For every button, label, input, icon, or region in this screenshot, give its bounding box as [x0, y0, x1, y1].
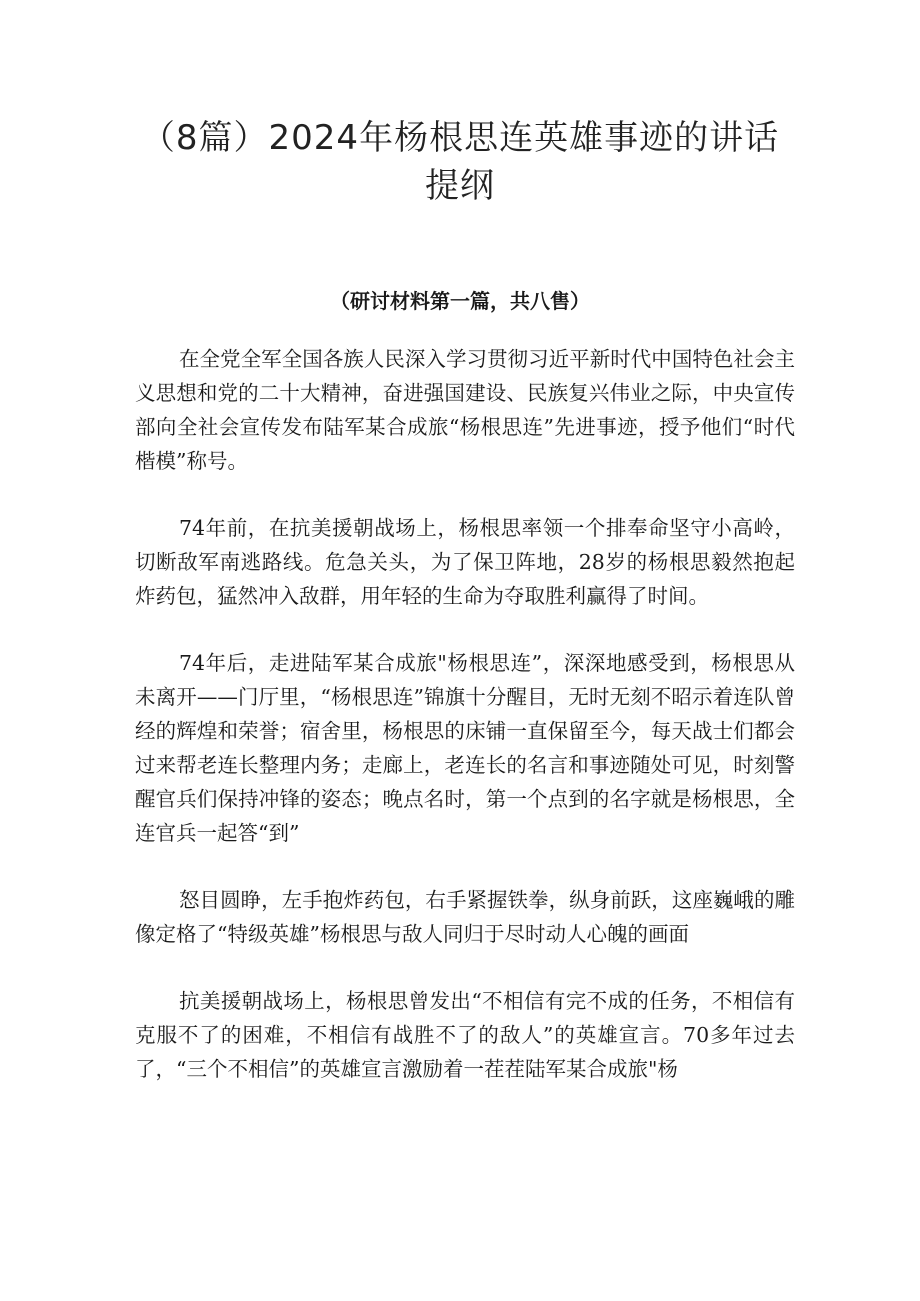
document-title: （8篇）2024年杨根思连英雄事迹的讲话提纲: [140, 118, 780, 206]
document-subtitle: （研讨材料第一篇，共八售）: [330, 289, 590, 313]
paragraph: 在全党全军全国各族人民深入学习贯彻习近平新时代中国特色社会主义思想和党的二十大精神，奋进强国建设、民族复兴伟业之际，中央宣传部向全社会宣传发布陆军某合成旅“杨根思连”先进事迹，授予他们“时代楷模”称号。: [135, 347, 795, 473]
paragraph: 74年后，走进陆军某合成旅"杨根思连”，深深地感受到，杨根思从未离开——门厅里，“杨根思连”锦旗十分醒目，无时无刻不昭示着连队曾经的辉煌和荣誉；宿舍里，杨根思的床铺一直保留至今，每天战士们都会过来帮老连长整理内务；走廊上，老连长的名言和事迹随处可见，时刻警醒官兵们保持冲锋的姿态；晚点名时，第一个点到的名字就是杨根思，全连官兵一起答“到”: [135, 651, 795, 845]
paragraph: 抗美援朝战场上，杨根思曾发出“不相信有完不成的任务，不相信有克服不了的困难，不相信有战胜不了的敌人”的英雄宣言。70多年过去了，“三个不相信”的英雄宣言激励着一茬茬陆军某合成旅"杨: [135, 989, 795, 1081]
document-body: [135, 342, 795, 1119]
paragraph: 74年前，在抗美援朝战场上，杨根思率领一个排奉命坚守小高岭，切断敌军南逃路线。危急关头，为了保卫阵地，28岁的杨根思毅然抱起炸药包，猛然冲入敌群，用年轻的生命为夺取胜利赢得了时间。: [135, 516, 795, 608]
paragraph: 怒目圆睁，左手抱炸药包，右手紧握铁拳，纵身前跃，这座巍峨的雕像定格了“特级英雄”杨根思与敌人同归于尽时动人心魄的画面: [135, 888, 795, 946]
